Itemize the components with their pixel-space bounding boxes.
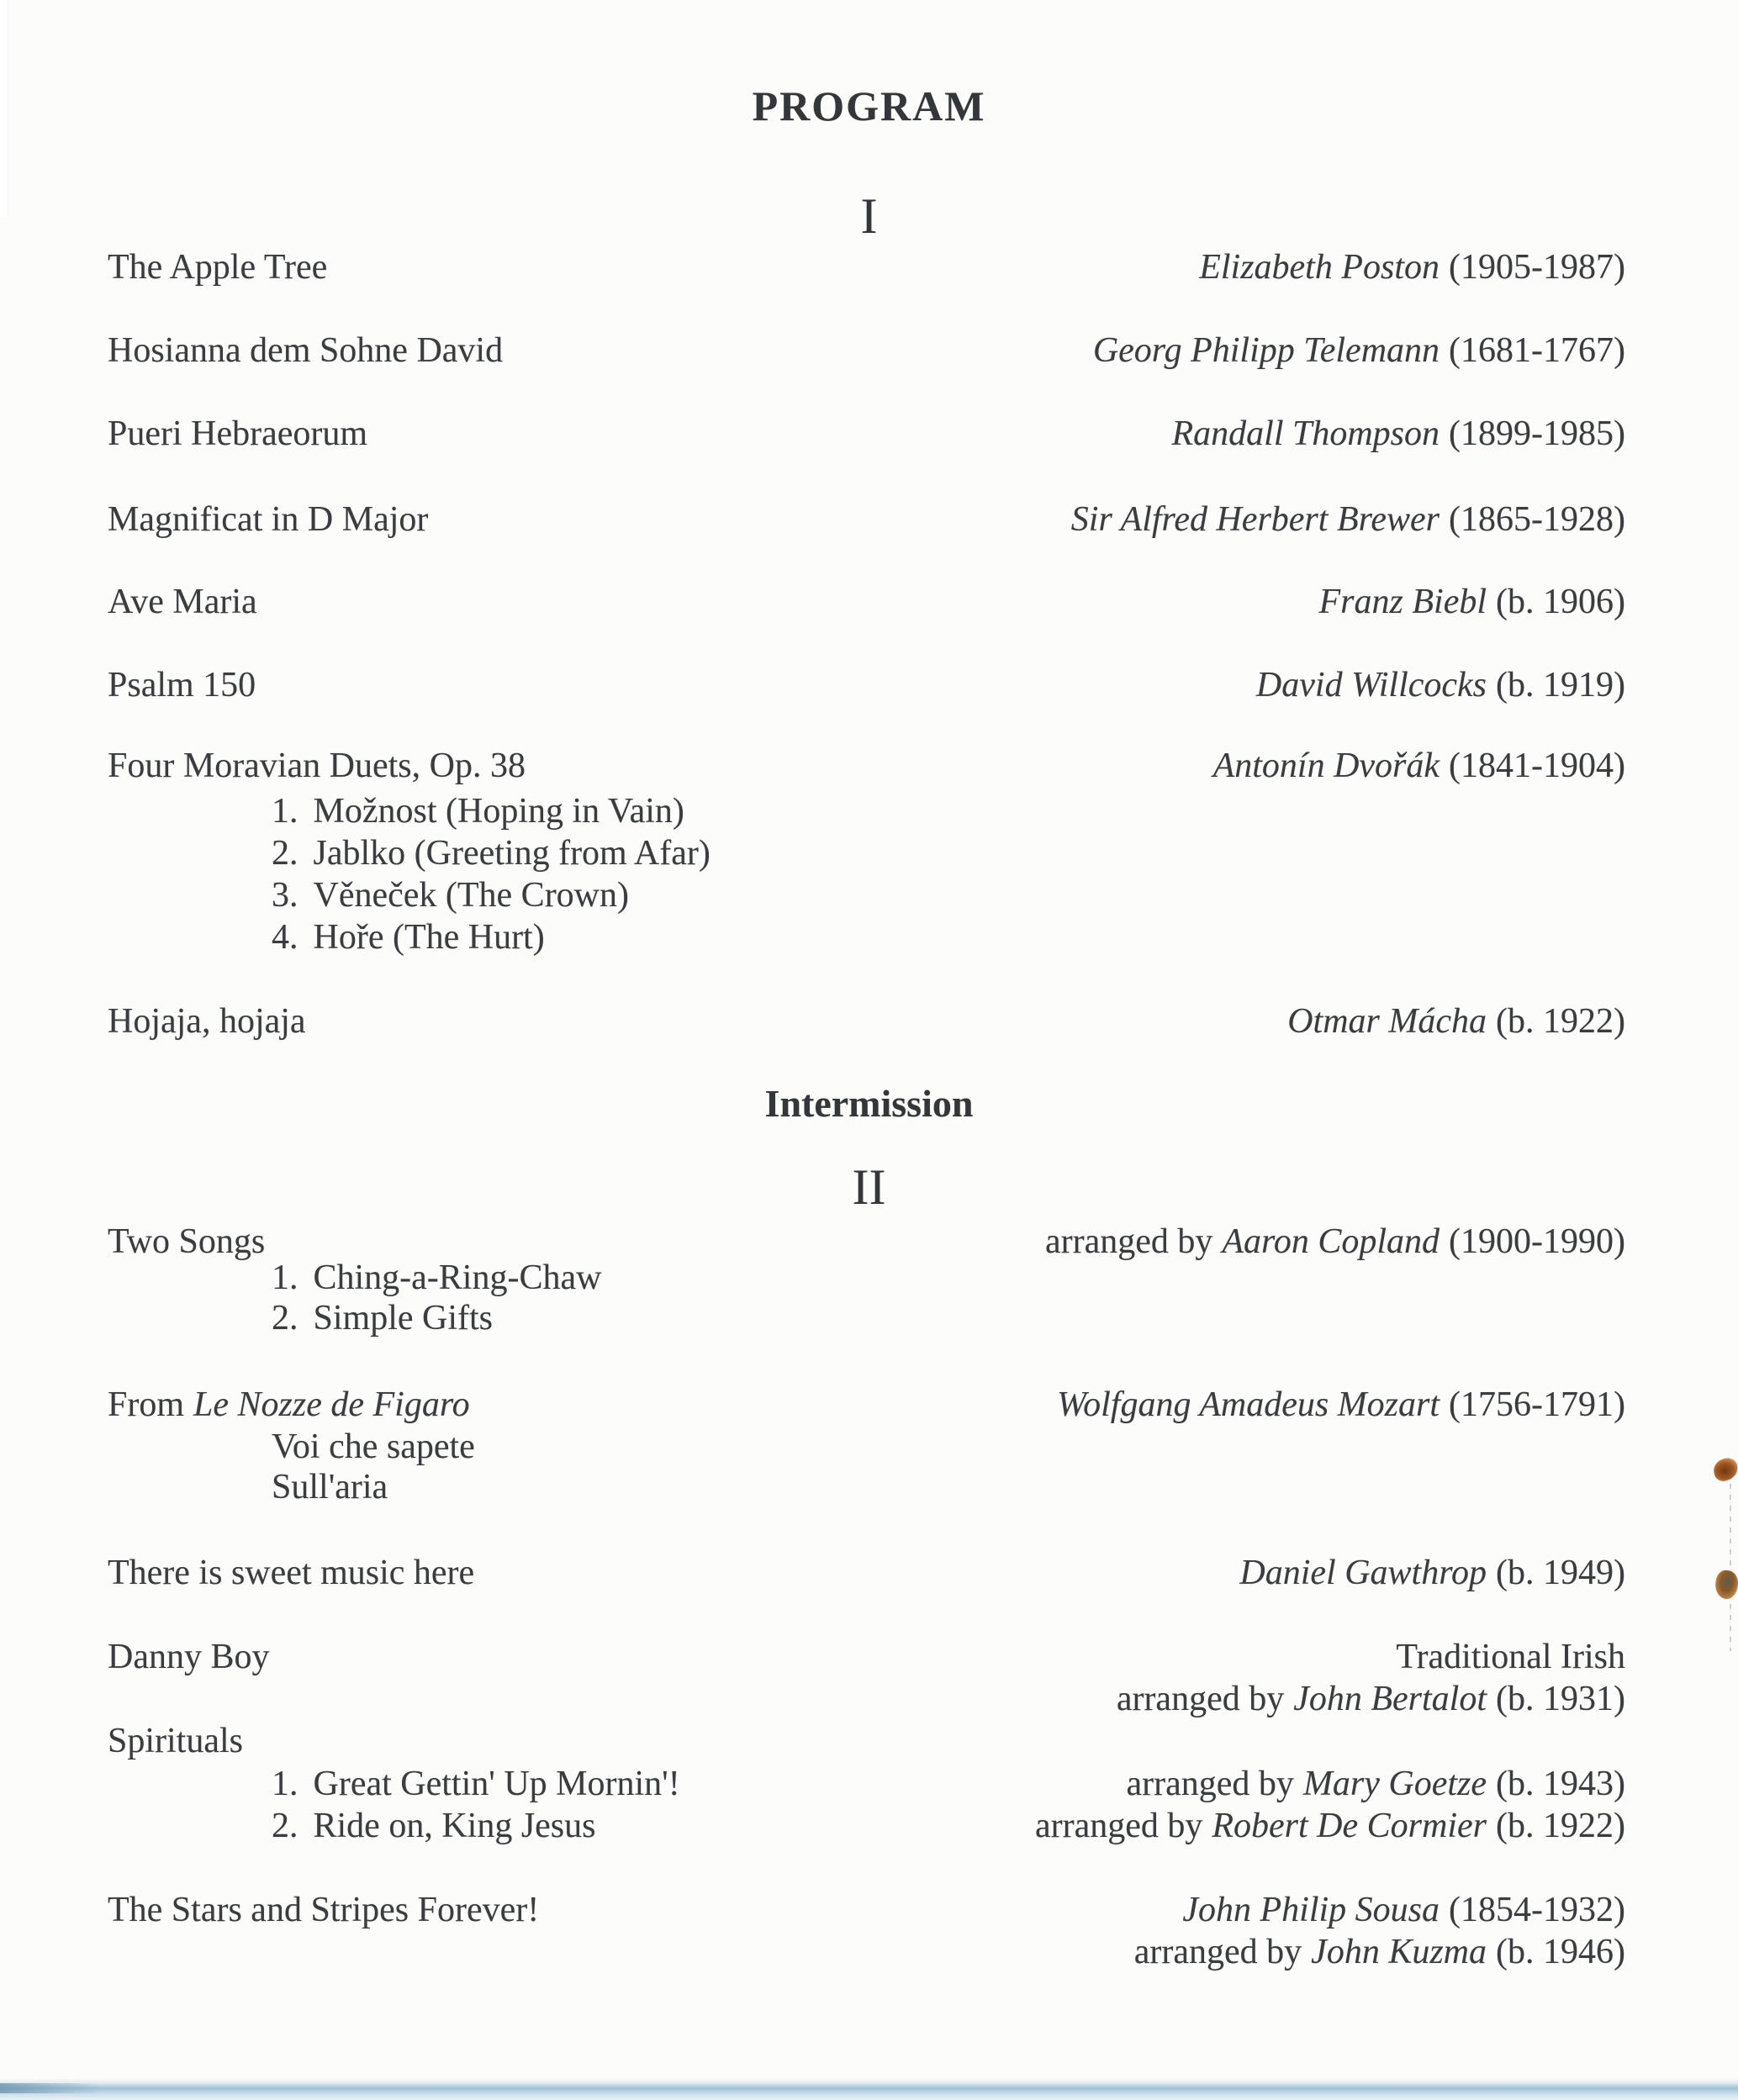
work-title: The Stars and Stripes Forever! bbox=[108, 1891, 540, 1929]
subitem-number: 1. bbox=[272, 792, 298, 831]
composer-credit bbox=[1239, 1552, 1625, 1594]
work-title: There is sweet music here bbox=[108, 1554, 475, 1592]
program-item bbox=[108, 1889, 1625, 1973]
work-title: Danny Boy bbox=[108, 1638, 270, 1676]
subitem-number: 1. bbox=[272, 1258, 298, 1297]
program-subitem bbox=[272, 916, 1625, 958]
subline-title: Sull'aria bbox=[272, 1468, 388, 1506]
work-title: Spirituals bbox=[108, 1722, 244, 1760]
arranger-credit bbox=[1134, 1931, 1625, 1973]
composer-name: Antonín Dvořák bbox=[1212, 747, 1440, 785]
program-subline bbox=[272, 1466, 1625, 1508]
program-item bbox=[108, 1720, 1625, 1762]
program-item bbox=[108, 1384, 1625, 1426]
program-item bbox=[108, 499, 1625, 541]
section-1-numeral: I bbox=[860, 188, 878, 244]
composer-dates: (b. 1906) bbox=[1496, 583, 1625, 621]
arranger-credit bbox=[1117, 1678, 1625, 1720]
program-item bbox=[108, 745, 1625, 787]
composer-credit bbox=[1071, 499, 1625, 541]
work-title: Hosianna dem Sohne David bbox=[108, 331, 504, 370]
program-subitem bbox=[272, 1805, 1625, 1847]
composer-dates: (1899-1985) bbox=[1449, 414, 1625, 453]
subitem-text bbox=[272, 1297, 493, 1339]
composer-name: Randall Thompson bbox=[1171, 414, 1440, 453]
work-title: The Apple Tree bbox=[108, 248, 328, 287]
arranger-name: John Bertalot bbox=[1293, 1680, 1487, 1718]
program-subitem bbox=[272, 1297, 1625, 1339]
program-item bbox=[108, 1552, 1625, 1594]
subitem-number: 1. bbox=[272, 1765, 298, 1803]
arranger-credit bbox=[1035, 1805, 1625, 1847]
composer-dates: (1681-1767) bbox=[1449, 331, 1625, 370]
work-title-prefix: From bbox=[108, 1385, 185, 1424]
program-subitem bbox=[272, 1257, 1625, 1299]
program-subitem bbox=[272, 790, 1625, 832]
arranger-prefix: arranged by bbox=[1116, 1680, 1285, 1718]
scan-speck bbox=[1713, 1569, 1738, 1601]
composer-name: Georg Philipp Telemann bbox=[1092, 331, 1440, 370]
composer-dates: (b. 1922) bbox=[1496, 1002, 1625, 1041]
subitem-text bbox=[272, 1763, 680, 1805]
subitem-text bbox=[272, 916, 545, 958]
subitem-number: 3. bbox=[272, 876, 298, 915]
arranger-credit bbox=[1127, 1763, 1626, 1805]
composer-name: Aaron Copland bbox=[1222, 1222, 1440, 1261]
subitem-title: Great Gettin' Up Mornin'! bbox=[313, 1765, 680, 1803]
arranger-prefix: arranged by bbox=[1126, 1765, 1294, 1803]
work-title: Pueri Hebraeorum bbox=[108, 414, 368, 453]
section-2-numeral: II bbox=[852, 1159, 886, 1215]
composer-credit bbox=[1134, 1889, 1625, 1973]
composer-dates: (b. 1919) bbox=[1496, 666, 1625, 704]
subitem-title: Věneček (The Crown) bbox=[313, 876, 629, 915]
arranger-dates: (b. 1922) bbox=[1496, 1807, 1625, 1845]
composer-credit bbox=[1093, 330, 1625, 372]
composer-dates: (1865-1928) bbox=[1449, 500, 1625, 539]
program-item bbox=[108, 1636, 1625, 1720]
composer-name: Franz Biebl bbox=[1318, 583, 1487, 621]
subitem-title: Ching-a-Ring-Chaw bbox=[313, 1258, 602, 1297]
composer-name: Daniel Gawthrop bbox=[1239, 1554, 1487, 1592]
subitem-title: Hoře (The Hurt) bbox=[313, 918, 545, 957]
arranger-dates: (b. 1931) bbox=[1496, 1680, 1625, 1718]
work-title: Four Moravian Duets, Op. 38 bbox=[108, 747, 526, 785]
credit-source: Traditional Irish bbox=[1396, 1638, 1625, 1676]
composer-name: John Philip Sousa bbox=[1182, 1891, 1440, 1929]
program-subitem bbox=[272, 874, 1625, 916]
program-item bbox=[108, 664, 1625, 706]
composer-credit bbox=[1213, 745, 1625, 787]
page-title: PROGRAM bbox=[752, 82, 986, 129]
composer-dates: (1854-1932) bbox=[1449, 1891, 1625, 1929]
subitem-text bbox=[272, 874, 629, 916]
arranger-name: Mary Goetze bbox=[1302, 1765, 1487, 1803]
composer-name: Elizabeth Poston bbox=[1199, 248, 1440, 287]
program-item bbox=[108, 413, 1625, 455]
subitem-text bbox=[272, 790, 684, 832]
work-title: Hojaja, hojaja bbox=[108, 1002, 306, 1041]
program-item bbox=[108, 246, 1625, 288]
composer-dates: (1756-1791) bbox=[1449, 1385, 1625, 1424]
composer-dates: (1900-1990) bbox=[1449, 1222, 1625, 1261]
program-item bbox=[108, 330, 1625, 372]
subline-title: Voi che sapete bbox=[272, 1427, 475, 1466]
composer-name: Sir Alfred Herbert Brewer bbox=[1070, 500, 1440, 539]
scan-speck bbox=[1711, 1456, 1738, 1483]
composer-line bbox=[1134, 1889, 1625, 1931]
composer-credit bbox=[1057, 1384, 1625, 1426]
work-title: Two Songs bbox=[108, 1222, 266, 1261]
composer-name: David Willcocks bbox=[1255, 666, 1487, 704]
composer-name: Wolfgang Amadeus Mozart bbox=[1057, 1385, 1440, 1424]
arranger-dates: (b. 1943) bbox=[1496, 1765, 1625, 1803]
intermission-heading: Intermission bbox=[764, 1082, 974, 1125]
subitem-number: 4. bbox=[272, 918, 298, 957]
subitem-title: Jablko (Greeting from Afar) bbox=[313, 834, 711, 873]
composer-credit bbox=[1172, 413, 1626, 455]
scan-bottom-band bbox=[0, 2078, 1738, 2100]
composer-credit bbox=[1199, 246, 1625, 288]
subitem-text bbox=[272, 832, 711, 874]
work-title bbox=[108, 1384, 470, 1426]
subitem-text bbox=[272, 1257, 601, 1299]
program-item bbox=[108, 581, 1625, 623]
subitem-title: Simple Gifts bbox=[313, 1299, 494, 1338]
work-title-italic: Le Nozze de Figaro bbox=[193, 1385, 470, 1424]
work-title: Magnificat in D Major bbox=[108, 500, 429, 539]
composer-credit bbox=[1256, 664, 1625, 706]
scan-edge-line bbox=[1730, 1473, 1731, 1651]
composer-credit bbox=[1117, 1636, 1625, 1720]
composer-credit bbox=[1287, 1000, 1625, 1042]
arranger-prefix: arranged by bbox=[1133, 1933, 1302, 1971]
arranger-name: John Kuzma bbox=[1311, 1933, 1487, 1971]
composer-dates: (1841-1904) bbox=[1449, 747, 1625, 785]
program-subitem bbox=[272, 832, 1625, 874]
arranger-prefix: arranged by bbox=[1045, 1222, 1213, 1261]
program-subline bbox=[272, 1426, 1625, 1468]
work-title: Psalm 150 bbox=[108, 666, 256, 704]
subitem-title: Možnost (Hoping in Vain) bbox=[313, 792, 684, 831]
subitem-number: 2. bbox=[272, 1807, 298, 1845]
program-item bbox=[108, 1000, 1625, 1042]
work-title: Ave Maria bbox=[108, 583, 257, 621]
arranger-name: Robert De Cormier bbox=[1212, 1807, 1487, 1845]
program-subitem bbox=[272, 1763, 1625, 1805]
arranger-prefix: arranged by bbox=[1034, 1807, 1203, 1845]
composer-name: Otmar Mácha bbox=[1287, 1002, 1487, 1041]
subitem-number: 2. bbox=[272, 1299, 298, 1338]
subitem-number: 2. bbox=[272, 834, 298, 873]
arranger-dates: (b. 1946) bbox=[1496, 1933, 1625, 1971]
composer-dates: (b. 1949) bbox=[1496, 1554, 1625, 1592]
scan-bottom-band-left bbox=[0, 2083, 101, 2093]
subitem-text bbox=[272, 1805, 596, 1847]
composer-credit bbox=[1319, 581, 1625, 623]
subitem-title: Ride on, King Jesus bbox=[313, 1807, 596, 1845]
composer-dates: (1905-1987) bbox=[1449, 248, 1625, 287]
